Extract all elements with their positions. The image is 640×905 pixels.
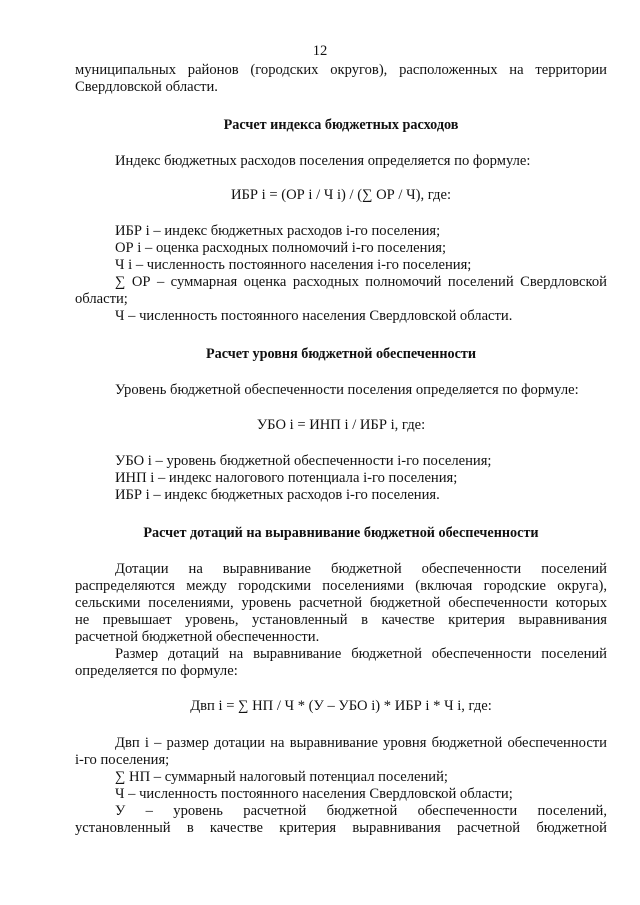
paragraph: Уровень бюджетной обеспеченности поселения определяется по формуле: [115, 382, 579, 398]
definition-item-continued: i-го поселения; [75, 752, 170, 768]
definition-item: У – уровень расчетной бюджетной обеспеченности поселений, [115, 803, 607, 819]
paragraph-line: сельскими поселениями, уровень расчетной бюджетной обеспеченности которых [75, 595, 607, 611]
definition-item: ИБР i – индекс бюджетных расходов i-го поселения; [115, 223, 441, 239]
formula-dvp: Двп i = ∑ НП / Ч * (У – УБО i) * ИБР i * Ч i, где: [190, 698, 492, 714]
definition-item-continued: установленный в качестве критерия выравнивания расчетной бюджетной [75, 820, 607, 836]
paragraph-line: Дотации на выравнивание бюджетной обеспеченности поселений [115, 561, 607, 577]
definition-item-continued: области; [75, 291, 128, 307]
definition-item: ОР i – оценка расходных полномочий i-го поселения; [115, 240, 447, 256]
page-content [75, 62, 607, 837]
definition-item: ∑ ОР – суммарная оценка расходных полномочий поселений Свердловской [115, 274, 607, 290]
page-number: 12 [312, 43, 328, 59]
intro-line: Свердловской области. [75, 79, 218, 95]
section-heading-budget-expenditure-index: Расчет индекса бюджетных расходов [223, 117, 459, 133]
intro-line: муниципальных районов (городских округов), расположенных на территории [75, 62, 607, 78]
definition-item: Ч i – численность постоянного населения i-го поселения; [115, 257, 472, 273]
definition-item: ИБР i – индекс бюджетных расходов i-го поселения. [115, 487, 440, 503]
paragraph-line: расчетной бюджетной обеспеченности. [75, 629, 320, 645]
definition-item: Ч – численность постоянного населения Свердловской области. [115, 308, 513, 324]
paragraph-line: определяется по формуле: [75, 663, 238, 679]
paragraph: Индекс бюджетных расходов поселения определяется по формуле: [115, 153, 531, 169]
definition-item: Двп i – размер дотации на выравнивание уровня бюджетной обеспеченности [115, 735, 607, 751]
definition-item: УБО i – уровень бюджетной обеспеченности i-го поселения; [115, 453, 492, 469]
paragraph-line: не превышает уровень, установленный в качестве критерия выравнивания [75, 612, 607, 628]
section-heading-budget-sufficiency: Расчет уровня бюджетной обеспеченности [205, 346, 477, 362]
section-heading-equalization-grants: Расчет дотаций на выравнивание бюджетной обеспеченности [143, 525, 539, 541]
definition-item: ИНП i – индекс налогового потенциала i-го поселения; [115, 470, 458, 486]
definition-item: Ч – численность постоянного населения Свердловской области; [115, 786, 513, 802]
formula-ubo: УБО i = ИНП i / ИБР i, где: [256, 417, 426, 433]
paragraph-line: распределяются между городскими поселениями (включая городские округа), [75, 578, 607, 594]
paragraph-line: Размер дотаций на выравнивание бюджетной обеспеченности поселений [115, 646, 607, 662]
definition-item: ∑ НП – суммарный налоговый потенциал поселений; [115, 769, 448, 785]
formula-ibr: ИБР i = (ОР i / Ч i) / (∑ ОР / Ч), где: [230, 187, 451, 203]
